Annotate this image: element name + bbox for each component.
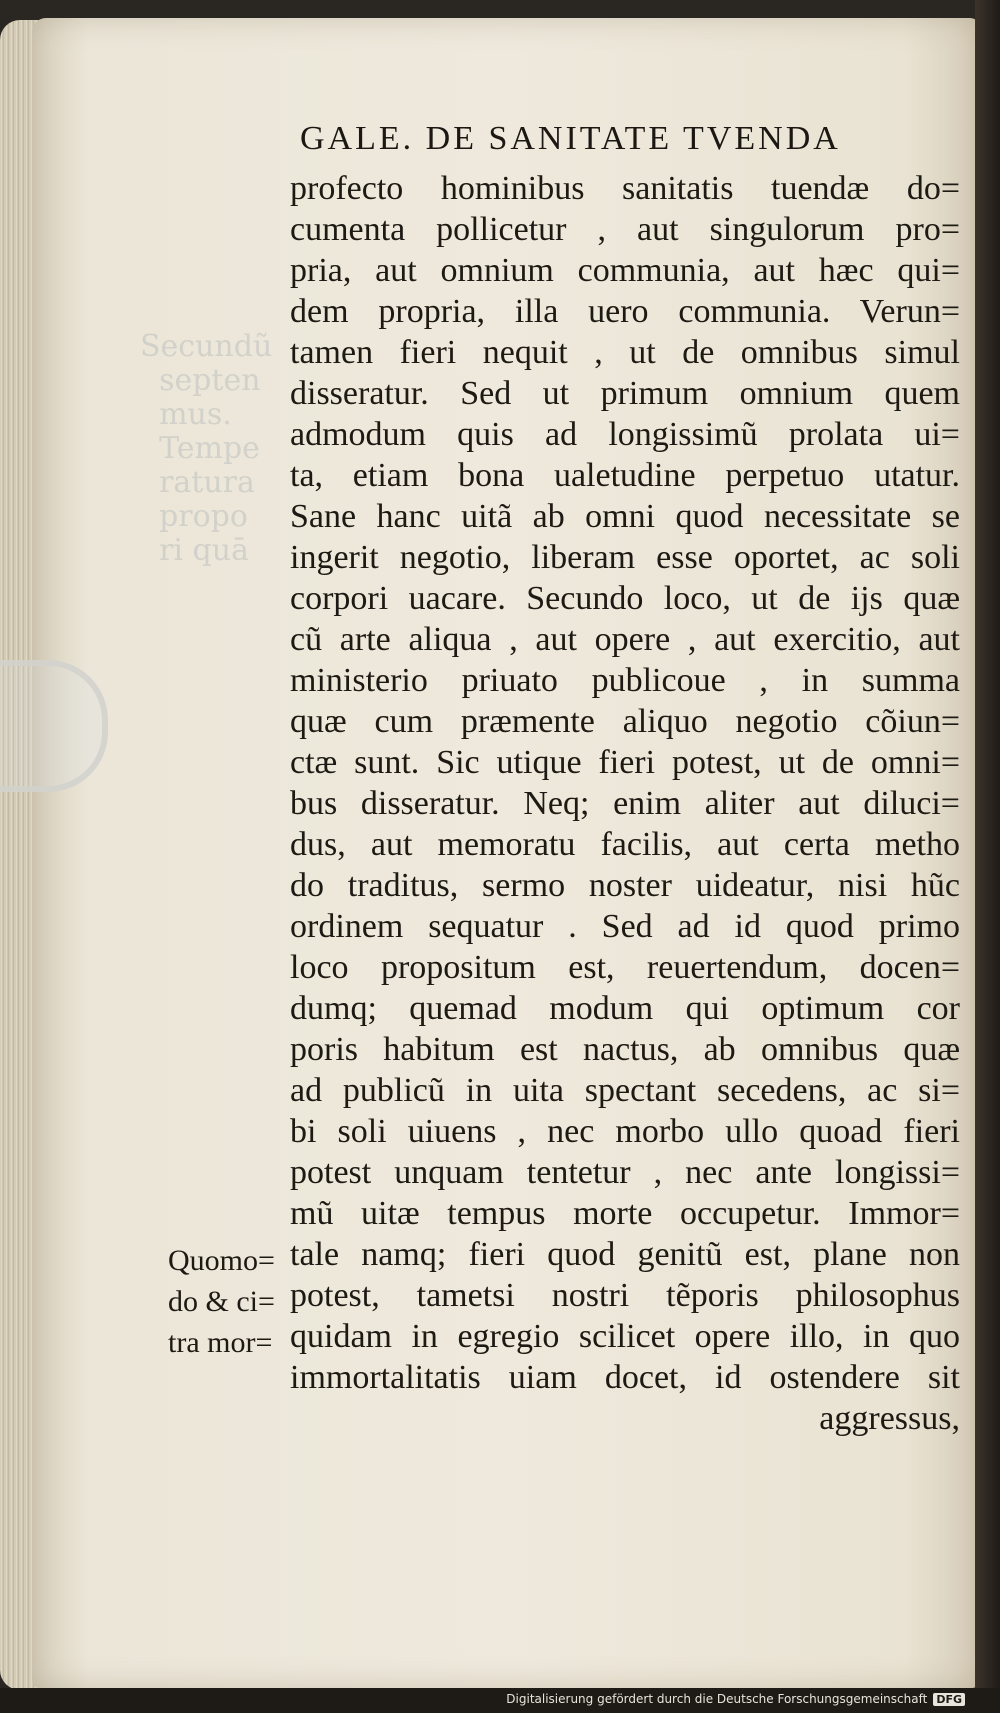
text-line: cũ arte aliqua , aut opere , aut exercitio, aut <box>290 621 960 658</box>
text-line: dumq; quemad modum qui optimum cor <box>290 990 960 1027</box>
text-line: ministerio priuato publicoue , in summa <box>290 662 960 699</box>
text-line: aggressus, <box>819 1400 960 1437</box>
marginal-note-line: tra mor= <box>168 1326 273 1359</box>
text-line: dem propria, illa uero communia. Verun= <box>290 293 960 330</box>
text-line: corpori uacare. Secundo loco, ut de ijs quæ <box>290 580 960 617</box>
text-line: potest unquam tentetur , nec ante longissi= <box>290 1154 960 1191</box>
text-line: ordinem sequatur . Sed ad id quod primo <box>290 908 960 945</box>
page-clip <box>0 660 108 792</box>
text-line: poris habitum est nactus, ab omnibus quæ <box>290 1031 960 1068</box>
text-line: quæ cum præmente aliquo negotio cõiun= <box>290 703 960 740</box>
marginal-note-line: Quomo= <box>168 1244 275 1277</box>
text-line: do traditus, sermo noster uideatur, nisi hũc <box>290 867 960 904</box>
running-header: GALE. DE SANITATE TVENDA <box>300 120 841 157</box>
text-line: disseratur. Sed ut primum omnium quem <box>290 375 960 412</box>
text-line: mũ uitæ tempus morte occupetur. Immor= <box>290 1195 960 1232</box>
text-line: tamen fieri nequit , ut de omnibus simul <box>290 334 960 371</box>
marginal-note-line: do & ci= <box>168 1285 275 1318</box>
text-line: immortalitatis uiam docet, id ostendere sit <box>290 1359 960 1396</box>
text-line: dus, aut memoratu facilis, aut certa metho <box>290 826 960 863</box>
page-body-text <box>290 168 960 1439</box>
text-line: ingerit negotio, liberam esse oportet, ac soli <box>290 539 960 576</box>
digitization-credit <box>506 1692 965 1706</box>
text-line: Sane hanc uitã ab omni quod necessitate se <box>290 498 960 535</box>
text-line: profecto hominibus sanitatis tuendæ do= <box>290 170 960 207</box>
text-line: ctæ sunt. Sic utique fieri potest, ut de omni= <box>290 744 960 781</box>
text-line: cumenta pollicetur , aut singulorum pro= <box>290 211 960 248</box>
marginal-note <box>168 1240 308 1363</box>
text-line: potest, tametsi nostri tẽporis philosophus <box>290 1277 960 1314</box>
bleed-through-text: Secundũ septen mus. Tempe ratura propo ri quā <box>140 329 273 568</box>
text-line: bus disseratur. Neq; enim aliter aut diluci= <box>290 785 960 822</box>
text-line: bi soli uiuens , nec morbo ullo quoad fieri <box>290 1113 960 1150</box>
credit-text: Digitalisierung gefördert durch die Deutsche Forschungsgemeinschaft <box>506 1692 928 1706</box>
text-line: admodum quis ad longissimũ prolata ui= <box>290 416 960 453</box>
book-binding-edge <box>975 0 1000 1690</box>
text-line: quidam in egregio scilicet opere illo, in quo <box>290 1318 960 1355</box>
text-line: ta, etiam bona ualetudine perpetuo utatur. <box>290 457 960 494</box>
text-line: tale namq; fieri quod genitũ est, plane non <box>290 1236 960 1273</box>
text-line: loco propositum est, reuertendum, docen= <box>290 949 960 986</box>
text-line: pria, aut omnium communia, aut hæc qui= <box>290 252 960 289</box>
dfg-logo: DFG <box>933 1693 965 1706</box>
text-line: ad publicũ in uita spectant secedens, ac si= <box>290 1072 960 1109</box>
